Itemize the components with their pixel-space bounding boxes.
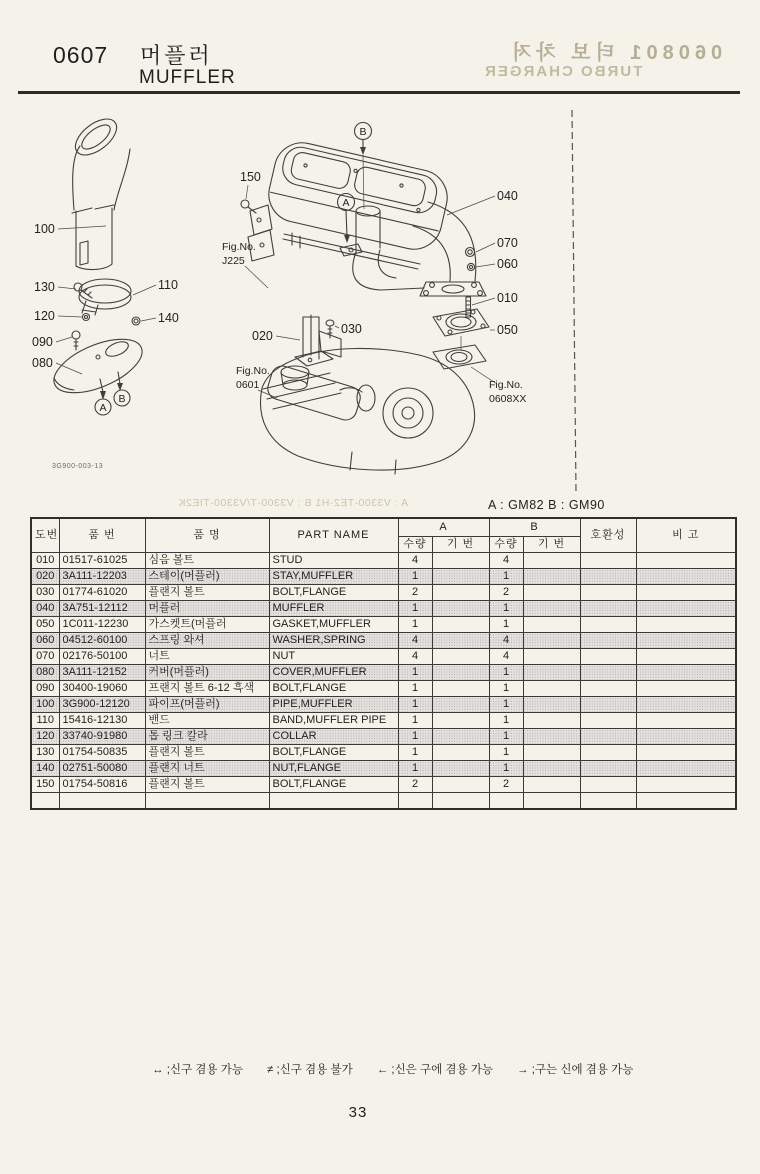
cell-qty-a: 1	[398, 617, 432, 633]
drawing-number: 3G900-003-13	[52, 463, 104, 470]
col-header-part-no: 품 번	[59, 518, 145, 553]
cell-name-korean: 심음 볼트	[145, 553, 269, 569]
table-row	[31, 585, 736, 601]
cell-fig-no: 070	[31, 649, 59, 665]
cell-remarks	[636, 553, 736, 569]
cell-qty-b: 1	[489, 569, 523, 585]
cell-fig-no: 150	[31, 777, 59, 793]
cell-compat	[580, 649, 636, 665]
cell-serial-a	[432, 569, 489, 585]
table-row	[31, 761, 736, 777]
cell-serial-a	[432, 729, 489, 745]
cell-serial-b	[523, 777, 580, 793]
cell-qty-b: 1	[489, 617, 523, 633]
parts-table-body	[31, 553, 736, 793]
cell-remarks	[636, 665, 736, 681]
figref-0601-label: Fig.No.	[236, 365, 270, 377]
cell-fig-no: 050	[31, 617, 59, 633]
cell-serial-b	[523, 649, 580, 665]
cell-serial-b	[523, 697, 580, 713]
cell-qty-a: 4	[398, 633, 432, 649]
cell-qty-b: 1	[489, 681, 523, 697]
marker-a: A	[342, 197, 350, 209]
cell-qty-a: 2	[398, 777, 432, 793]
cell-part-name: BOLT,FLANGE	[269, 745, 398, 761]
cell-fig-no: 040	[31, 601, 59, 617]
cell-qty-a: 1	[398, 761, 432, 777]
fold-separator-line	[572, 110, 576, 492]
cell-compat	[580, 745, 636, 761]
cell-serial-a	[432, 697, 489, 713]
callout-120: 120	[34, 309, 55, 323]
cell-qty-b: 1	[489, 713, 523, 729]
cell-part-number: 01754-50816	[59, 777, 145, 793]
cell-name-korean: 플랜지 볼트	[145, 745, 269, 761]
cell-part-name: COVER,MUFFLER	[269, 665, 398, 681]
cell-serial-b	[523, 617, 580, 633]
cell-remarks	[636, 697, 736, 713]
cell-part-name: COLLAR	[269, 729, 398, 745]
cell-part-number: 3A111-12203	[59, 569, 145, 585]
figref-0608-label: Fig.No.	[489, 379, 523, 391]
cell-name-korean: 스프링 와셔	[145, 633, 269, 649]
col-header-qty-b: 수량	[489, 537, 523, 553]
cell-serial-a	[432, 745, 489, 761]
compatibility-legend	[30, 1061, 750, 1077]
callout-020: 020	[252, 329, 273, 343]
cell-serial-b	[523, 585, 580, 601]
cell-part-number: 02176-50100	[59, 649, 145, 665]
marker-b: B	[359, 126, 367, 138]
table-row	[31, 553, 736, 569]
cell-fig-no: 130	[31, 745, 59, 761]
cell-compat	[580, 777, 636, 793]
cell-serial-b	[523, 729, 580, 745]
cell-compat	[580, 665, 636, 681]
col-header-remarks: 비 고	[636, 518, 736, 553]
cell-remarks	[636, 745, 736, 761]
cell-name-korean: 너트	[145, 649, 269, 665]
figref-0601: 0601	[236, 379, 260, 391]
table-row	[31, 729, 736, 745]
table-row	[31, 697, 736, 713]
cell-remarks	[636, 649, 736, 665]
callout-060: 060	[497, 257, 518, 271]
cell-part-number: 1C011-12230	[59, 617, 145, 633]
callout-100: 100	[34, 222, 55, 236]
cell-name-korean: 가스켓트(머플러	[145, 617, 269, 633]
cell-remarks	[636, 633, 736, 649]
cell-qty-b: 1	[489, 601, 523, 617]
cell-qty-a: 1	[398, 665, 432, 681]
cell-remarks	[636, 761, 736, 777]
page-number: 33	[348, 1104, 368, 1121]
cell-qty-a: 1	[398, 713, 432, 729]
cell-fig-no: 020	[31, 569, 59, 585]
col-header-serial-b: 기 번	[523, 537, 580, 553]
cell-serial-a	[432, 649, 489, 665]
cell-part-number: 01754-50835	[59, 745, 145, 761]
callout-070: 070	[497, 236, 518, 250]
cell-serial-b	[523, 761, 580, 777]
cell-name-korean: 톱 링크 칼라	[145, 729, 269, 745]
engine-drawing	[261, 345, 487, 474]
table-row	[31, 713, 736, 729]
cell-compat	[580, 617, 636, 633]
callout-010: 010	[497, 291, 518, 305]
cell-remarks	[636, 585, 736, 601]
cell-part-number: 01517-61025	[59, 553, 145, 569]
bleedthrough-title: TURBO CHARGER	[482, 63, 642, 80]
legend-item: ↔ ;신구 겸용 가능	[152, 1064, 243, 1076]
cell-fig-no: 080	[31, 665, 59, 681]
cell-part-name: BAND,MUFFLER PIPE	[269, 713, 398, 729]
cell-qty-b: 1	[489, 729, 523, 745]
cell-name-korean: 머플러	[145, 601, 269, 617]
cell-compat	[580, 681, 636, 697]
cell-qty-a: 2	[398, 585, 432, 601]
table-row	[31, 569, 736, 585]
variant-note: A : GM82 B : GM90	[488, 498, 605, 512]
cell-qty-a: 1	[398, 729, 432, 745]
cell-qty-a: 1	[398, 681, 432, 697]
cell-part-number: 04512-60100	[59, 633, 145, 649]
callout-leaders	[56, 185, 497, 398]
cell-remarks	[636, 617, 736, 633]
cell-qty-a: 4	[398, 553, 432, 569]
table-row	[31, 617, 736, 633]
legend-item: ≠ ;신구 겸용 불가	[266, 1064, 353, 1076]
cell-serial-a	[432, 761, 489, 777]
marker-a: A	[99, 402, 107, 414]
cell-part-name: BOLT,FLANGE	[269, 585, 398, 601]
cell-part-name: NUT	[269, 649, 398, 665]
table-header	[31, 518, 736, 553]
cell-serial-a	[432, 665, 489, 681]
cell-part-number: 3G900-12120	[59, 697, 145, 713]
cell-serial-b	[523, 665, 580, 681]
callout-040: 040	[497, 189, 518, 203]
callout-080: 080	[32, 356, 53, 370]
cell-qty-b: 2	[489, 585, 523, 601]
cell-remarks	[636, 601, 736, 617]
table-row	[31, 745, 736, 761]
cell-serial-a	[432, 633, 489, 649]
cell-fig-no: 140	[31, 761, 59, 777]
marker-b: B	[118, 393, 126, 405]
cell-remarks	[636, 569, 736, 585]
cell-serial-a	[432, 713, 489, 729]
table-empty-area	[31, 793, 736, 810]
cell-fig-no: 100	[31, 697, 59, 713]
cell-name-korean: 플랜지 볼트	[145, 585, 269, 601]
col-header-compat: 호환성	[580, 518, 636, 553]
cell-qty-b: 4	[489, 649, 523, 665]
callout-050: 050	[497, 323, 518, 337]
cell-name-korean: 파이프(머플러)	[145, 697, 269, 713]
cell-serial-b	[523, 681, 580, 697]
cell-qty-a: 1	[398, 745, 432, 761]
table-row	[31, 633, 736, 649]
cell-compat	[580, 761, 636, 777]
col-header-serial-a: 기 번	[432, 537, 489, 553]
cell-compat	[580, 633, 636, 649]
cell-part-number: 02751-50080	[59, 761, 145, 777]
cell-qty-b: 1	[489, 761, 523, 777]
cell-serial-a	[432, 585, 489, 601]
cell-part-number: 15416-12130	[59, 713, 145, 729]
cell-part-name: BOLT,FLANGE	[269, 681, 398, 697]
cell-fig-no: 120	[31, 729, 59, 745]
col-header-qty-a: 수량	[398, 537, 432, 553]
cell-part-name: STAY,MUFFLER	[269, 569, 398, 585]
col-header-name-ko: 품 명	[145, 518, 269, 553]
cell-part-name: WASHER,SPRING	[269, 633, 398, 649]
cell-serial-a	[432, 777, 489, 793]
cell-compat	[580, 585, 636, 601]
cell-qty-a: 1	[398, 569, 432, 585]
legend-item: → ;구는 신에 겸용 가능	[517, 1064, 634, 1076]
cell-compat	[580, 713, 636, 729]
page-title: 머플러	[140, 43, 213, 68]
table-row	[31, 681, 736, 697]
cell-fig-no: 010	[31, 553, 59, 569]
cell-qty-b: 4	[489, 633, 523, 649]
cell-name-korean: 프랜지 볼트 6-12 흑색	[145, 681, 269, 697]
figref-j225-label: Fig.No.	[222, 241, 256, 253]
cell-part-number: 3A751-12112	[59, 601, 145, 617]
cell-serial-b	[523, 745, 580, 761]
cell-part-name: PIPE,MUFFLER	[269, 697, 398, 713]
bleedthrough-section-code: 060801 터보 차저	[506, 42, 722, 64]
cell-qty-a: 1	[398, 697, 432, 713]
cell-part-name: BOLT,FLANGE	[269, 777, 398, 793]
cell-name-korean: 스테이(머플러)	[145, 569, 269, 585]
cell-qty-b: 1	[489, 665, 523, 681]
cell-qty-a: 1	[398, 601, 432, 617]
table-row	[31, 649, 736, 665]
cell-serial-b	[523, 569, 580, 585]
cell-part-name: STUD	[269, 553, 398, 569]
cell-qty-b: 2	[489, 777, 523, 793]
callout-110: 110	[158, 278, 178, 292]
empty-row	[31, 793, 736, 810]
cell-compat	[580, 569, 636, 585]
table-row	[31, 777, 736, 793]
cell-serial-b	[523, 601, 580, 617]
bleedthrough-variant-note: A : V3300-TE2-H1 B : V3300-T/V3300-TIE2K	[178, 497, 409, 509]
cell-part-number: 01774-61020	[59, 585, 145, 601]
cell-part-name: NUT,FLANGE	[269, 761, 398, 777]
cell-name-korean: 플랜지 너트	[145, 761, 269, 777]
cell-compat	[580, 697, 636, 713]
cell-serial-b	[523, 713, 580, 729]
table-row	[31, 601, 736, 617]
callout-130: 130	[34, 280, 55, 294]
cell-name-korean: 밴드	[145, 713, 269, 729]
cell-fig-no: 060	[31, 633, 59, 649]
table-row	[31, 665, 736, 681]
col-header-no: 도번	[31, 518, 59, 553]
cell-qty-b: 4	[489, 553, 523, 569]
figref-0608: 0608XX	[489, 393, 527, 405]
cell-compat	[580, 553, 636, 569]
cell-serial-a	[432, 617, 489, 633]
cell-compat	[580, 729, 636, 745]
cell-part-number: 3A111-12152	[59, 665, 145, 681]
header-divider	[18, 91, 740, 94]
page-title-english: MUFFLER	[139, 67, 236, 88]
callout-140: 140	[158, 311, 179, 325]
legend-item: ← ;신은 구에 겸용 가능	[376, 1064, 494, 1076]
cell-part-name: GASKET,MUFFLER	[269, 617, 398, 633]
muffler-drawing	[241, 137, 489, 366]
cell-qty-b: 1	[489, 697, 523, 713]
section-code: 0607	[53, 42, 109, 68]
callout-090: 090	[32, 335, 53, 349]
cell-fig-no: 090	[31, 681, 59, 697]
callout-030: 030	[341, 322, 362, 336]
cell-serial-a	[432, 553, 489, 569]
cell-serial-b	[523, 633, 580, 649]
cell-serial-b	[523, 553, 580, 569]
figref-j225: J225	[222, 255, 245, 267]
cell-serial-a	[432, 601, 489, 617]
cell-remarks	[636, 681, 736, 697]
cell-name-korean: 커버(머플러)	[145, 665, 269, 681]
col-header-group-b: B	[489, 518, 580, 537]
cell-part-name: MUFFLER	[269, 601, 398, 617]
cell-remarks	[636, 713, 736, 729]
callout-150: 150	[240, 170, 261, 184]
cell-remarks	[636, 777, 736, 793]
exhaust-pipe-drawing	[47, 112, 150, 404]
col-header-part-name: PART NAME	[269, 518, 398, 553]
col-header-group-a: A	[398, 518, 489, 537]
cell-compat	[580, 601, 636, 617]
cell-fig-no: 110	[31, 713, 59, 729]
cell-qty-a: 4	[398, 649, 432, 665]
cell-serial-a	[432, 681, 489, 697]
cell-remarks	[636, 729, 736, 745]
cell-part-number: 30400-19060	[59, 681, 145, 697]
cell-part-number: 33740-91980	[59, 729, 145, 745]
cell-qty-b: 1	[489, 745, 523, 761]
parts-diagram	[0, 95, 760, 500]
cell-fig-no: 030	[31, 585, 59, 601]
cell-name-korean: 플랜지 볼트	[145, 777, 269, 793]
parts-table	[30, 517, 737, 810]
